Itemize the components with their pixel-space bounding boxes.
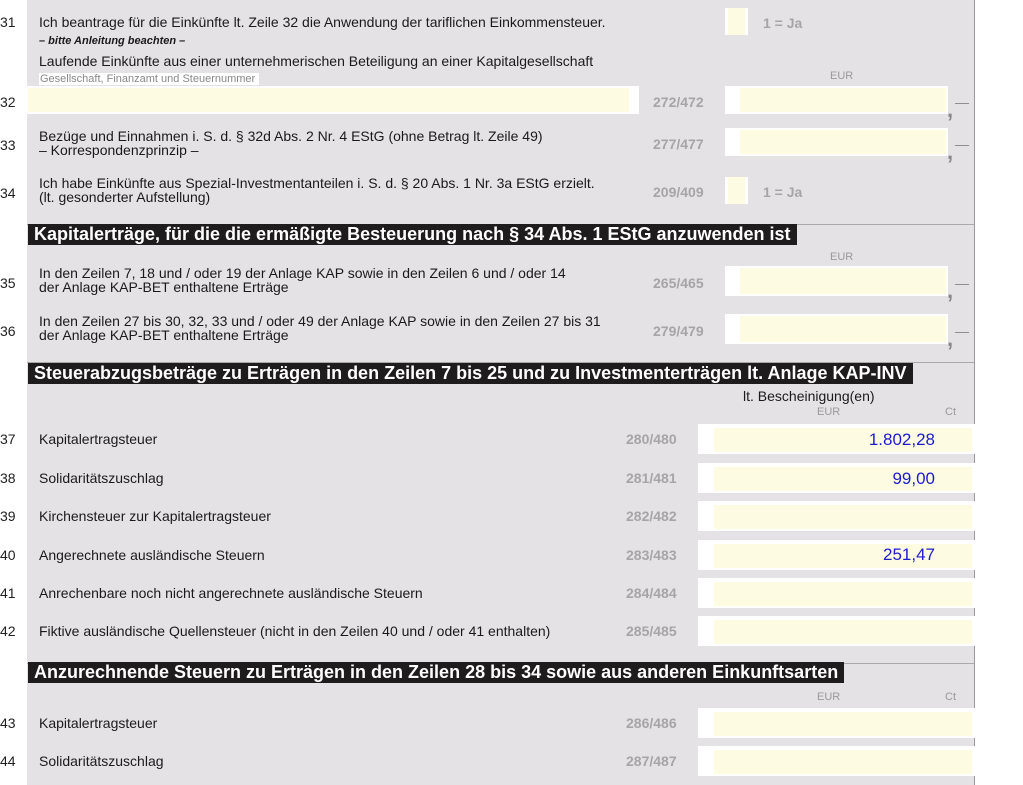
decimal-comma: ,	[947, 326, 954, 351]
row-42-label: Fiktive ausländische Quellensteuer (nicht in den Zeilen 40 und / oder 41 enthalten)	[39, 623, 551, 639]
row-31-checkbox[interactable]	[728, 8, 745, 35]
row-38-value: 99,00	[892, 469, 935, 488]
cents-dash: —	[955, 323, 969, 339]
line-number: 37	[0, 431, 16, 447]
decimal-comma: ,	[947, 97, 954, 122]
line-number: 31	[0, 14, 16, 30]
row-41-label: Anrechenbare noch nicht angerechnete ausländische Steuern	[39, 585, 423, 601]
row-42-code: 285/485	[626, 623, 677, 639]
row-32-amount-input[interactable]	[740, 88, 946, 112]
row-31-note: – bitte Anleitung beachten –	[39, 35, 186, 47]
line-number: 42	[0, 623, 16, 639]
company-field-input[interactable]	[28, 88, 629, 112]
decimal-comma: ,	[947, 139, 954, 164]
row-37-label: Kapitalertragsteuer	[39, 431, 158, 447]
row-36-text-1: In den Zeilen 27 bis 30, 32, 33 und / oder 49 der Anlage KAP sowie in den Zeilen 27 bis 31	[39, 313, 601, 329]
row-36-text-2: der Anlage KAP-BET enthaltene Erträge	[39, 327, 289, 343]
form-right-border	[974, 0, 975, 785]
row-42-amount-input[interactable]	[714, 620, 972, 644]
row-37-code: 280/480	[626, 431, 677, 447]
row-44-code: 287/487	[626, 753, 677, 769]
cents-dash: —	[955, 136, 969, 152]
column-title-certificates: lt. Bescheinigung(en)	[743, 388, 875, 404]
row-33-text-2: – Korrespondenzprinzip –	[39, 142, 199, 158]
row-35-text-2: der Anlage KAP-BET enthaltene Erträge	[39, 279, 289, 295]
row-34-answer-hint: 1 = Ja	[763, 184, 803, 200]
row-31-text: Ich beantrage für die Einkünfte lt. Zeile 32 die Anwendung der tariflichen Einkommensteuer.	[39, 14, 606, 30]
row-44-amount-input[interactable]	[714, 750, 972, 774]
line-number: 32	[0, 94, 16, 110]
line-number: 35	[0, 275, 16, 291]
line-number: 38	[0, 470, 16, 486]
row-38-label: Solidaritätszuschlag	[39, 470, 164, 486]
row-43-code: 286/486	[626, 715, 677, 731]
section-subtitle: Laufende Einkünfte aus einer unternehmerischen Beteiligung an einer Kapitalgesellschaft	[39, 53, 594, 69]
row-35-text-1: In den Zeilen 7, 18 und / oder 19 der Anlage KAP sowie in den Zeilen 6 und / oder 14	[39, 265, 566, 281]
row-39-code: 282/482	[626, 508, 677, 524]
row-40-label: Angerechnete ausländische Steuern	[39, 547, 265, 563]
unit-label-eur: EUR	[830, 251, 854, 263]
line-number: 40	[0, 547, 16, 563]
row-37-value: 1.802,28	[868, 430, 935, 449]
line-number: 43	[0, 715, 16, 731]
row-43-amount-input[interactable]	[714, 712, 972, 736]
row-40-value: 251,47	[883, 545, 935, 564]
decimal-comma: ,	[947, 278, 954, 303]
cents-dash: —	[955, 94, 969, 110]
cents-dash: —	[955, 275, 969, 291]
row-33-code: 277/477	[653, 136, 704, 152]
row-34-checkbox[interactable]	[728, 177, 745, 204]
row-35-amount-input[interactable]	[740, 268, 946, 294]
row-34-text-1: Ich habe Einkünfte aus Spezial-Investmentanteilen i. S. d. § 20 Abs. 1 Nr. 3a EStG erzielt.	[39, 175, 595, 191]
row-34-text-2: (lt. gesonderter Aufstellung)	[39, 189, 211, 205]
row-32-code: 272/472	[653, 94, 704, 110]
unit-label-eur: EUR	[817, 406, 841, 418]
row-34-code: 209/409	[653, 184, 704, 200]
unit-label-ct: Ct	[945, 406, 956, 418]
unit-label-ct: Ct	[945, 691, 956, 703]
row-40-code: 283/483	[626, 547, 677, 563]
row-39-amount-input[interactable]	[714, 505, 972, 529]
unit-label-eur: EUR	[830, 70, 854, 82]
row-44-label: Solidaritätszuschlag	[39, 753, 164, 769]
line-number: 41	[0, 585, 16, 601]
row-33-amount-input[interactable]	[740, 130, 946, 154]
row-38-code: 281/481	[626, 470, 677, 486]
section-heading-withholding-tax: Steuerabzugsbeträge zu Erträgen in den Zeilen 7 bis 25 und zu Investmenterträgen lt. Anlage KAP-INV	[28, 363, 913, 384]
line-number: 34	[0, 185, 16, 201]
company-field-label: Gesellschaft, Finanzamt und Steuernummer	[39, 73, 259, 85]
line-number: 33	[0, 137, 16, 153]
row-36-code: 279/479	[653, 323, 704, 339]
section-heading-reduced-taxation: Kapitalerträge, für die die ermäßigte Besteuerung nach § 34 Abs. 1 EStG anzuwenden ist	[28, 224, 797, 245]
row-41-amount-input[interactable]	[714, 582, 972, 606]
row-33-text-1: Bezüge und Einnahmen i. S. d. § 32d Abs. 2 Nr. 4 EStG (ohne Betrag lt. Zeile 49)	[39, 128, 543, 144]
row-31-answer-hint: 1 = Ja	[763, 15, 803, 31]
line-number: 44	[0, 753, 16, 769]
unit-label-eur: EUR	[817, 691, 841, 703]
row-39-label: Kirchensteuer zur Kapitalertragsteuer	[39, 508, 271, 524]
row-41-code: 284/484	[626, 585, 677, 601]
section-heading-creditable-taxes: Anzurechnende Steuern zu Erträgen in den Zeilen 28 bis 34 sowie aus anderen Einkunftsarten	[28, 662, 844, 683]
line-number: 39	[0, 508, 16, 524]
row-43-label: Kapitalertragsteuer	[39, 715, 158, 731]
row-36-amount-input[interactable]	[740, 316, 946, 342]
line-number: 36	[0, 323, 16, 339]
row-35-code: 265/465	[653, 275, 704, 291]
